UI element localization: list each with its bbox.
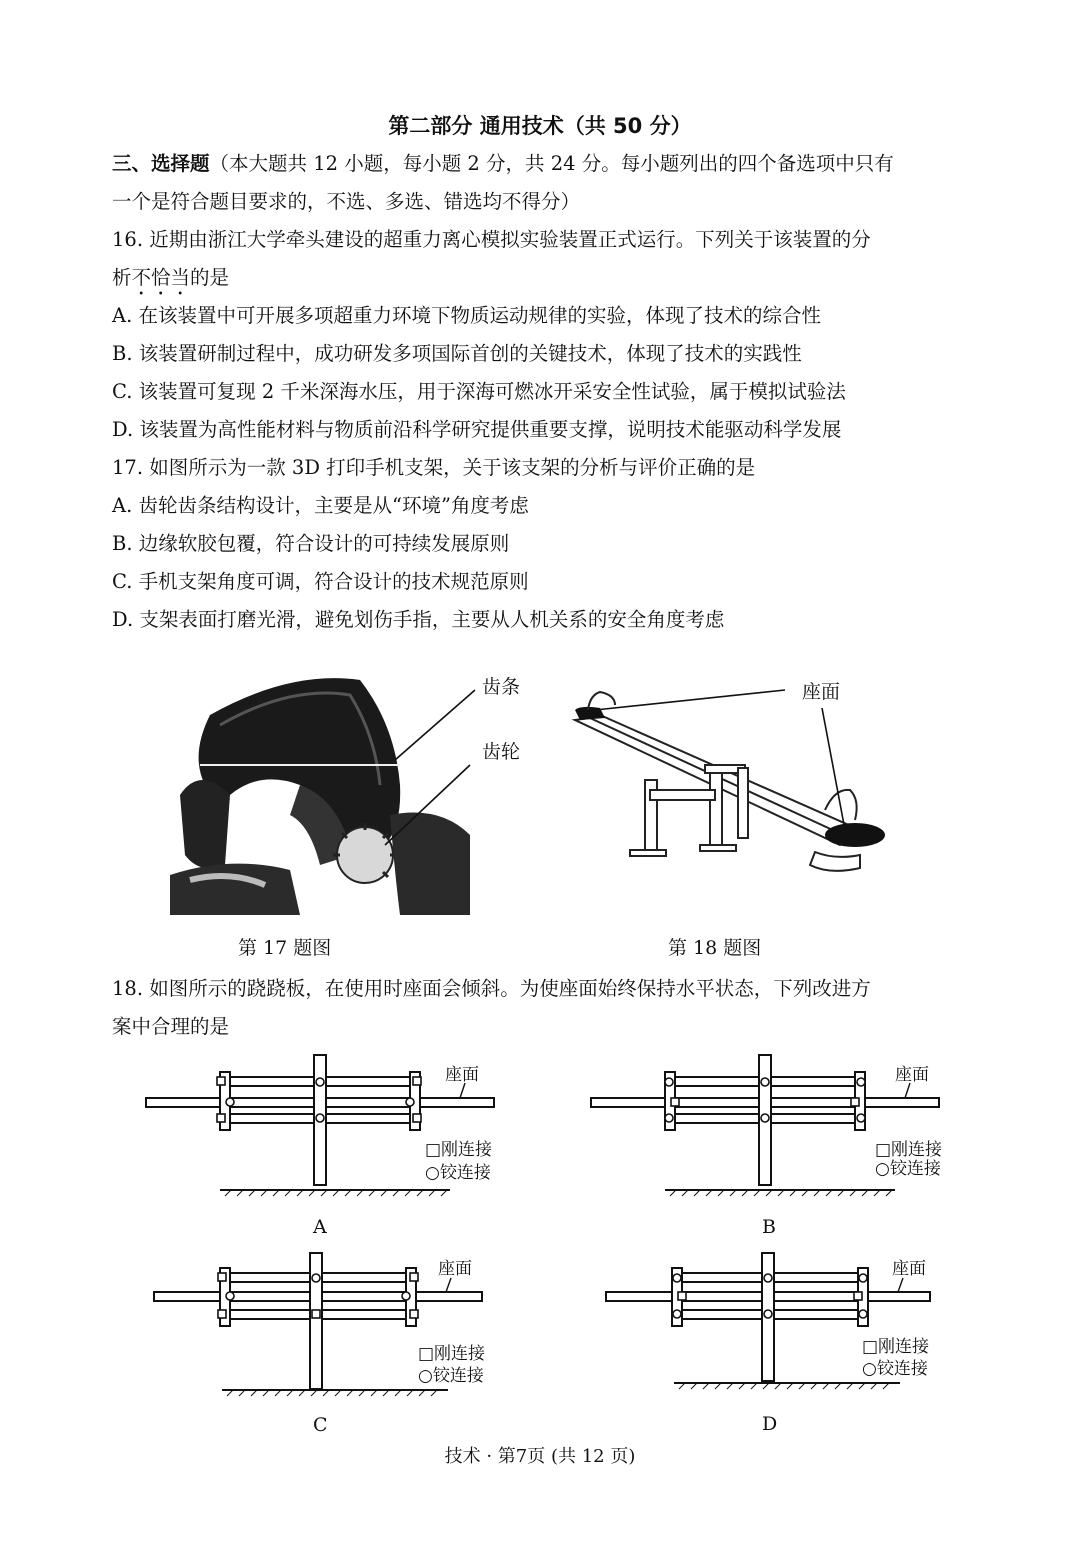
option-a-legend-hinge: ○铰连接 [425, 1163, 491, 1183]
q16-option-c: C. 该装置可复现 2 千米深海水压，用于深海可燃冰开采安全性试验，属于模拟试验法 [112, 380, 846, 403]
option-d-legend-rigid: □刚连接 [862, 1337, 930, 1357]
option-c-legend-rigid: □刚连接 [418, 1344, 486, 1364]
option-c-legend-hinge: ○铰连接 [418, 1366, 484, 1386]
option-c-letter: C [313, 1414, 328, 1436]
option-b-legend-hinge: ○铰连接 [875, 1159, 941, 1179]
option-a-diagram [140, 1050, 510, 1245]
option-b-legend-rigid: □刚连接 [875, 1140, 943, 1160]
q16-stem-emphasis: 不恰当 [131, 266, 191, 289]
q16-stem-prefix: 析 [112, 266, 132, 289]
option-d-diagram [600, 1248, 970, 1443]
q18-stem-line-1: 18. 如图所示的跷跷板，在使用时座面会倾斜。为使座面始终保持水平状态，下列改进方 [112, 977, 871, 1000]
option-b-seat-label: 座面 [895, 1065, 929, 1085]
q17-option-a: A. 齿轮齿条结构设计，主要是从“环境”角度考虑 [112, 494, 529, 517]
instructions-heading: 三、选择题 [112, 152, 210, 175]
q16-option-d: D. 该装置为高性能材料与物质前沿科学研究提供重要支撑，说明技术能驱动科学发展 [112, 418, 842, 441]
q18-stem-line-2: 案中合理的是 [112, 1015, 230, 1038]
figure-18-seesaw [560, 670, 900, 910]
q17-option-b: B. 边缘软胶包覆，符合设计的可持续发展原则 [112, 532, 510, 555]
option-b-letter: B [762, 1216, 776, 1238]
option-d-letter: D [762, 1413, 778, 1435]
instructions-text: （本大题共 12 小题，每小题 2 分，共 24 分。每小题列出的四个备选项中只有 [209, 152, 894, 175]
instructions-line-1 [112, 150, 1012, 178]
q17-option-d: D. 支架表面打磨光滑，避免划伤手指，主要从人机关系的安全角度考虑 [112, 608, 725, 631]
fig18-label-seat: 座面 [802, 681, 841, 703]
figure-17-phone-stand [170, 665, 550, 925]
instructions-line-2: 一个是符合题目要求的，不选、多选、错选均不得分） [112, 190, 581, 213]
q16-stem-line-1: 16. 近期由浙江大学牵头建设的超重力离心模拟实验装置正式运行。下列关于该装置的分 [112, 228, 871, 251]
option-a-seat-label: 座面 [445, 1065, 479, 1085]
option-c-diagram [148, 1248, 518, 1443]
figure-17-caption: 第 17 题图 [238, 937, 332, 959]
q16-stem-line-2 [112, 264, 1012, 300]
option-a-legend-rigid: □刚连接 [425, 1140, 493, 1160]
option-a-letter: A [313, 1216, 327, 1238]
q17-stem: 17. 如图所示为一款 3D 打印手机支架，关于该支架的分析与评价正确的是 [112, 456, 756, 479]
q16-stem-suffix: 的是 [190, 266, 230, 289]
section-title: 第二部分 通用技术（共 50 分） [388, 114, 692, 138]
fig17-label-rack: 齿条 [482, 676, 521, 698]
option-c-seat-label: 座面 [438, 1259, 472, 1279]
page-footer: 技术 · 第7页 (共 12 页) [444, 1446, 636, 1467]
q16-option-b: B. 该装置研制过程中，成功研发多项国际首创的关键技术，体现了技术的实践性 [112, 342, 802, 365]
option-b-diagram [585, 1050, 955, 1245]
figure-18-caption: 第 18 题图 [668, 937, 762, 959]
fig17-label-gear: 齿轮 [482, 741, 521, 763]
option-d-legend-hinge: ○铰连接 [862, 1359, 928, 1379]
q16-option-a: A. 在该装置中可开展多项超重力环境下物质运动规律的实验，体现了技术的综合性 [112, 304, 821, 327]
q17-option-c: C. 手机支架角度可调，符合设计的技术规范原则 [112, 570, 529, 593]
option-d-seat-label: 座面 [892, 1259, 926, 1279]
